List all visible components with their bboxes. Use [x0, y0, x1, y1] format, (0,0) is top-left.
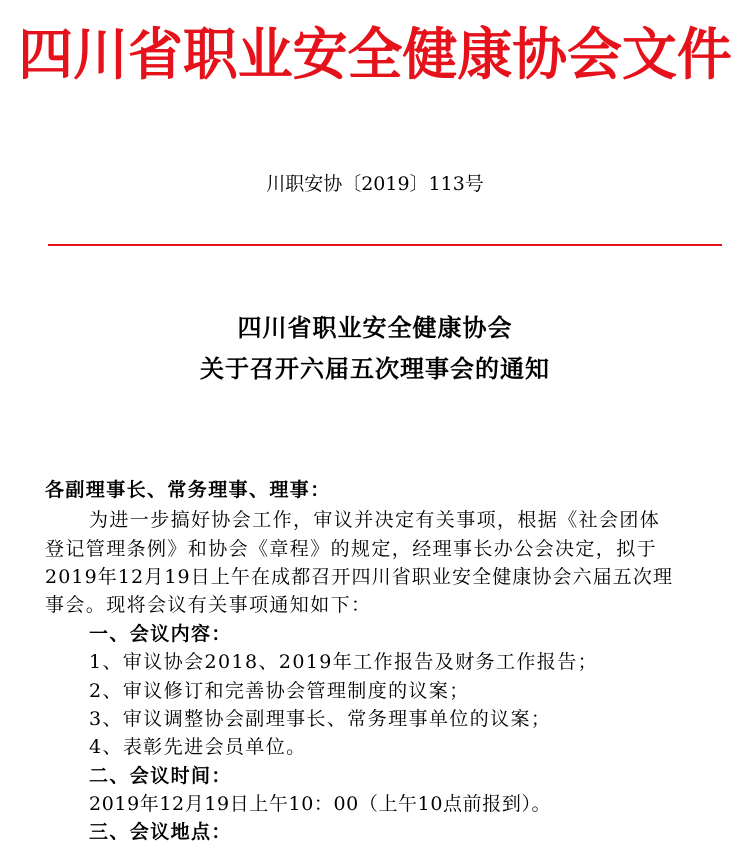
list-item: 1、审议协会2018、2019年工作报告及财务工作报告；: [89, 651, 598, 673]
section-1-heading: 一、会议内容：: [89, 623, 232, 645]
section-3-heading: 三、会议地点：: [89, 821, 232, 843]
paragraph-line: 2019年12月19日上午在成都召开四川省职业安全健康协会六届五次理: [45, 566, 674, 588]
red-divider-rule: [48, 244, 722, 246]
document-header-title: 四川省职业安全健康协会文件: [18, 23, 732, 88]
paragraph-line: 登记管理条例》和协会《章程》的规定，经理事长办公会决定，拟于: [45, 538, 658, 560]
paragraph-line: 事会。现将会议有关事项通知如下：: [45, 594, 372, 616]
meeting-time: 2019年12月19日上午10：00（上午10点前报到）。: [89, 793, 552, 815]
list-item: 3、审议调整协会副理事长、常务理事单位的议案；: [89, 708, 552, 730]
list-item: 2、审议修订和完善协会管理制度的议案；: [89, 680, 470, 702]
notice-title-line-2: 关于召开六届五次理事会的通知: [200, 354, 550, 383]
list-item: 4、表彰先进会员单位。: [89, 736, 307, 758]
notice-title-line-1: 四川省职业安全健康协会: [237, 313, 513, 342]
salutation: 各副理事长、常务理事、理事：: [45, 479, 331, 501]
section-2-heading: 二、会议时间：: [89, 765, 232, 787]
paragraph-line: 为进一步搞好协会工作，审议并决定有关事项，根据《社会团体: [89, 509, 661, 531]
document-number: 川职安协〔2019〕113号: [266, 173, 484, 195]
